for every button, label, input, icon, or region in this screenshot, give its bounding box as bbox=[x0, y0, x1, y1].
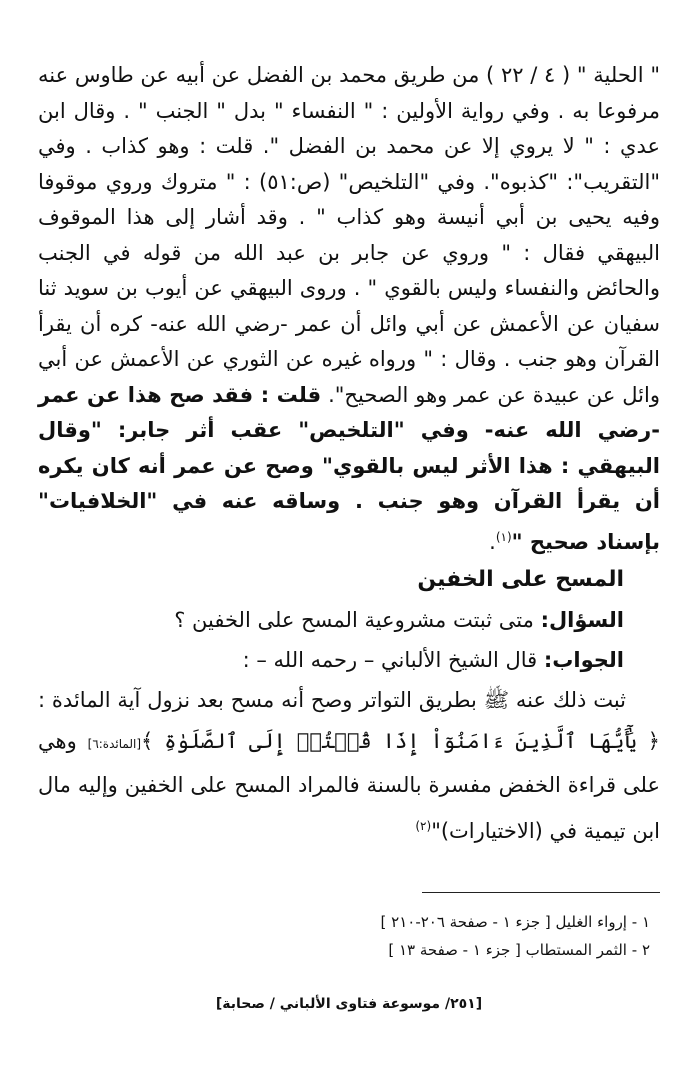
answer-body-text-1: ثبت ذلك عنه ﷺ بطريق التواتر وصح أنه مسح بعد نزول آية المائدة : bbox=[38, 688, 626, 712]
paragraph-qult-text: قلت : فقد صح هذا عن عمر -رضي الله عنه- وفي "التلخيص" عقب أثر جابر: "وقال البيهقي : هذا الأثر ليس بالقوي" وصح عن عمر أنه كان يكره أن يقرأ القرآن وهو جنب . وساقه عنه في "الخلافيات" بإسناد صحيح " bbox=[38, 382, 660, 554]
question bbox=[38, 600, 660, 640]
paragraph-end: . bbox=[489, 529, 496, 554]
question-text: متى ثبتت مشروعية المسح على الخفين ؟ bbox=[174, 608, 541, 632]
page-content bbox=[38, 58, 660, 1058]
footnote-1: ١ - إرواء الغليل [ جزء ١ - صفحة ٢٠٦-٢١٠ ] bbox=[380, 913, 650, 931]
page-footer: [٢٥١/ موسوعة فتاوى الألباني / صحابة] bbox=[215, 996, 483, 1012]
footnote-2: ٢ - الثمر المستطاب [ جزء ١ - صفحة ١٣ ] bbox=[388, 941, 650, 959]
paragraph-text: " الحلية " ( ٤ / ٢٢ ) من طريق محمد بن الفضل عن أبيه عن طاوس عنه مرفوعا به . وفي رواية الأولين : " النفساء " بدل " الجنب " . وقال ابن عدي : " لا يروي إلا عن محمد بن الفضل ". قلت : وهو كذاب . وفي "التقريب": "كذبوه". وفي "التلخيص" (ص:٥١) : " متروك وروي موقوفا وفيه يحيى بن أبي أنيسة وهو كذاب " . وقد أشار إلى هذا الموقوف البيهقي فقال : " وروي عن جابر بن عبد الله من قوله في الجنب والحائض والنفساء وليس بالقوي " . وروى البيهقي عن أيوب بن سويد ثنا سفيان عن الأعمش عن أبي وائل أن عمر -رضي الله عنه- كره أن يقرأ القرآن وهو جنب . وقال : " ورواه غيره عن الثوري عن الأعمش عن أبي وائل عن عبيدة عن عمر وهو الصحيح". bbox=[38, 63, 660, 407]
main-paragraph bbox=[38, 58, 660, 560]
answer-heading bbox=[38, 640, 660, 680]
answer-intro: قال الشيخ الألباني – رحمه الله – : bbox=[242, 648, 544, 672]
section-heading: المسح على الخفين bbox=[417, 567, 624, 592]
question-label: السؤال: bbox=[540, 608, 624, 632]
answer-body-text-2: وهي على قراءة الخفض مفسرة بالسنة فالمراد المسح على الخفين وإليه مال ابن تيمية في (الاختيارات)" bbox=[38, 729, 660, 843]
footnote-divider bbox=[422, 892, 660, 893]
answer-body bbox=[38, 680, 660, 852]
footnotes bbox=[38, 908, 660, 964]
answer-label: الجواب: bbox=[543, 648, 624, 672]
footnote-marker-2[interactable]: (٢) bbox=[415, 819, 432, 833]
quran-reference: [المائدة:٦] bbox=[87, 737, 141, 751]
footnote-marker-1[interactable]: (١) bbox=[495, 529, 512, 544]
quran-verse: ﴿ يَٰٓأَيُّهَا ٱلَّذِينَ ءَامَنُوٓاْ إِذَا قُمۡتُمۡ إِلَى ٱلصَّلَوٰةِ ﴾ bbox=[141, 729, 660, 753]
